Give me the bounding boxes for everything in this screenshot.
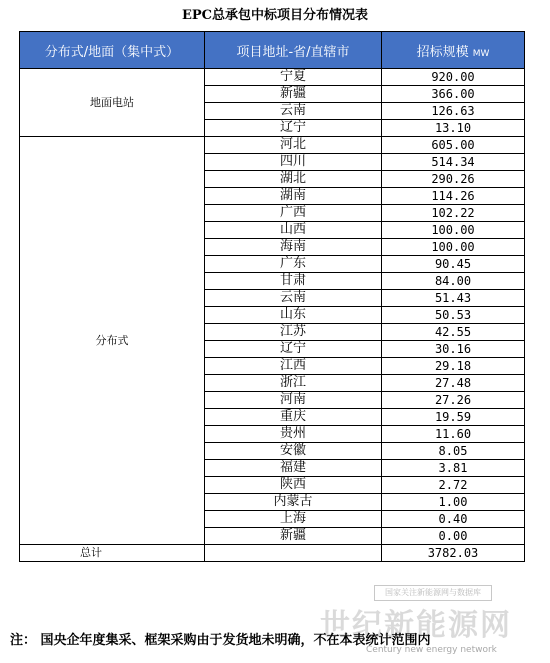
scale-cell: 90.45 (382, 256, 525, 273)
province-cell: 广西 (205, 205, 382, 222)
header-province: 项目地址-省/直辖市 (205, 32, 382, 69)
header-scale-label: 招标规模 (416, 44, 469, 60)
province-cell: 重庆 (205, 409, 382, 426)
table-header-row (20, 32, 525, 69)
total-row (20, 545, 525, 562)
watermark-subtitle: Century new energy network (366, 645, 497, 655)
province-cell: 河南 (205, 392, 382, 409)
province-cell: 云南 (205, 103, 382, 120)
province-cell: 湖北 (205, 171, 382, 188)
scale-cell: 114.26 (382, 188, 525, 205)
province-cell: 山东 (205, 307, 382, 324)
total-empty-cell (205, 545, 382, 562)
province-cell: 新疆 (205, 86, 382, 103)
province-cell: 四川 (205, 154, 382, 171)
province-cell: 江苏 (205, 324, 382, 341)
scale-cell: 8.05 (382, 443, 525, 460)
table-row (20, 137, 525, 154)
scale-cell: 3.81 (382, 460, 525, 477)
total-value: 3782.03 (382, 545, 525, 562)
province-cell: 湖南 (205, 188, 382, 205)
province-cell: 陕西 (205, 477, 382, 494)
scale-cell: 126.63 (382, 103, 525, 120)
footnote: 注： 国央企年度集采、框架采购由于发货地未明确，不在本表统计范围内 (10, 633, 431, 648)
province-cell: 内蒙古 (205, 494, 382, 511)
scale-cell: 42.55 (382, 324, 525, 341)
province-cell: 浙江 (205, 375, 382, 392)
scale-cell: 11.60 (382, 426, 525, 443)
scale-cell: 605.00 (382, 137, 525, 154)
province-cell: 云南 (205, 290, 382, 307)
scale-cell: 19.59 (382, 409, 525, 426)
scale-cell: 290.26 (382, 171, 525, 188)
province-cell: 新疆 (205, 528, 382, 545)
province-cell: 辽宁 (205, 341, 382, 358)
province-cell: 江西 (205, 358, 382, 375)
group-name-cell: 分布式 (20, 137, 205, 545)
scale-cell: 0.00 (382, 528, 525, 545)
scale-cell: 27.48 (382, 375, 525, 392)
scale-cell: 920.00 (382, 69, 525, 86)
table-title: EPC总承包中标项目分布情况表 (181, 8, 369, 23)
scale-cell: 100.00 (382, 239, 525, 256)
province-cell: 广东 (205, 256, 382, 273)
total-label: 总计 (20, 545, 205, 562)
province-cell: 山西 (205, 222, 382, 239)
province-cell: 福建 (205, 460, 382, 477)
scale-cell: 366.00 (382, 86, 525, 103)
province-cell: 上海 (205, 511, 382, 528)
province-cell: 辽宁 (205, 120, 382, 137)
scale-cell: 2.72 (382, 477, 525, 494)
epc-distribution-table (19, 31, 525, 562)
scale-cell: 514.34 (382, 154, 525, 171)
group-name-cell: 地面电站 (20, 69, 205, 137)
header-type: 分布式/地面（集中式） (20, 32, 205, 69)
watermark-logo-text: 世纪新能源网 (320, 608, 512, 643)
scale-cell: 27.26 (382, 392, 525, 409)
scale-cell: 84.00 (382, 273, 525, 290)
province-cell: 安徽 (205, 443, 382, 460)
header-scale-unit: MW (472, 48, 490, 59)
scale-cell: 30.16 (382, 341, 525, 358)
province-cell: 海南 (205, 239, 382, 256)
province-cell: 宁夏 (205, 69, 382, 86)
watermark-box: 国家关注新能源网与数据库 (374, 585, 492, 601)
province-cell: 河北 (205, 137, 382, 154)
scale-cell: 51.43 (382, 290, 525, 307)
scale-cell: 102.22 (382, 205, 525, 222)
province-cell: 贵州 (205, 426, 382, 443)
table-row (20, 69, 525, 86)
scale-cell: 50.53 (382, 307, 525, 324)
scale-cell: 0.40 (382, 511, 525, 528)
scale-cell: 1.00 (382, 494, 525, 511)
scale-cell: 13.10 (382, 120, 525, 137)
header-scale (382, 32, 525, 69)
scale-cell: 29.18 (382, 358, 525, 375)
province-cell: 甘肃 (205, 273, 382, 290)
table-body (20, 69, 525, 562)
scale-cell: 100.00 (382, 222, 525, 239)
